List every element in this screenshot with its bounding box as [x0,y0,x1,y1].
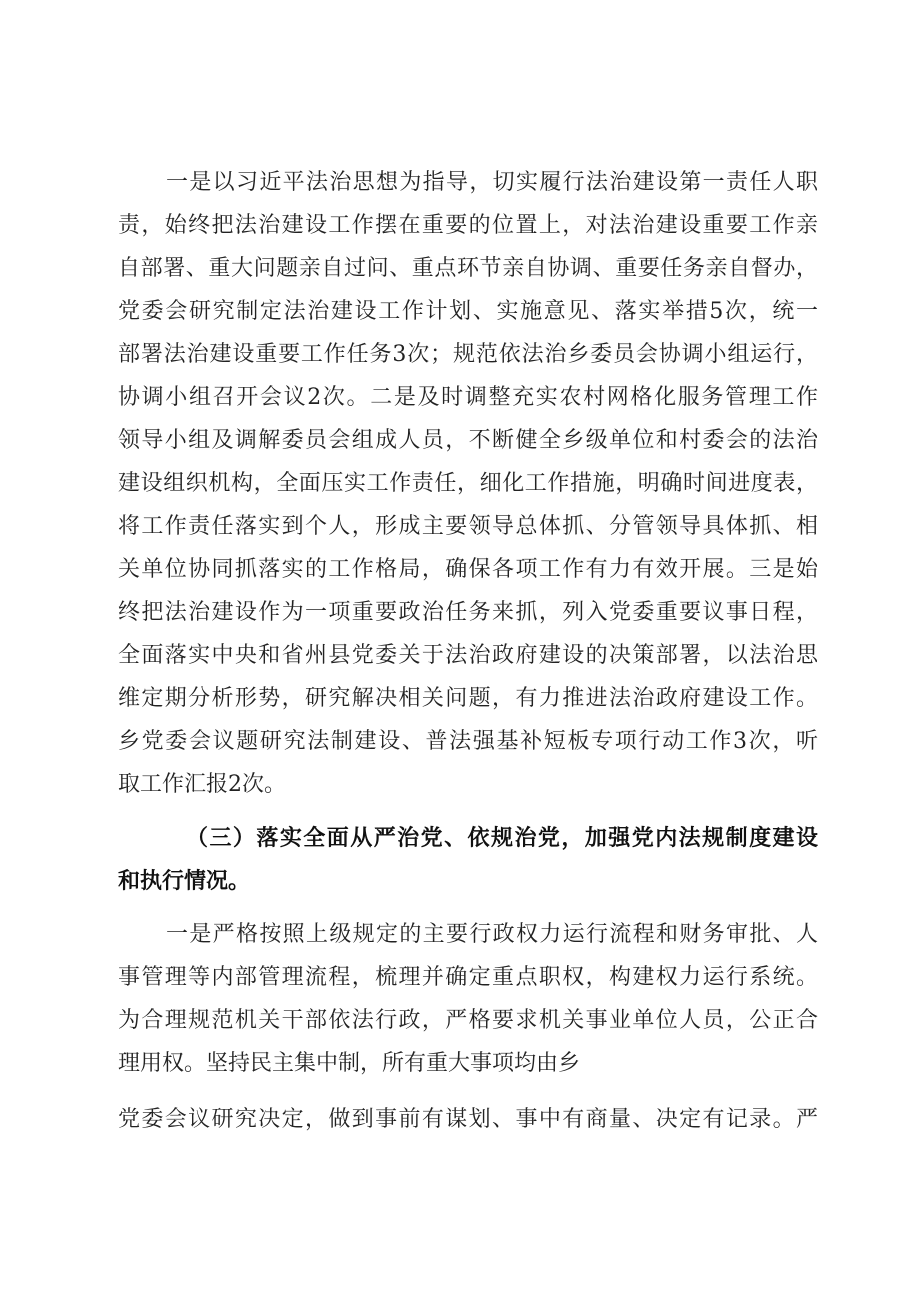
paragraph-1-line: 全面落实中央和省州县党委关于法治政府建设的决策部署，以法治思 [118,643,818,668]
paragraph-1-line: 关单位协同抓落实的工作格局，确保各项工作有力有效开展。三是始 [118,557,818,582]
paragraph-2-line: 党委会议研究决定，做到事前有谋划、事中有商量、决定有记录。严 [118,1107,818,1132]
paragraph-2-line: 为合理规范机关干部依法行政，严格要求机关事业单位人员，公正合 [118,1008,818,1033]
paragraph-1-line: 自部署、重大问题亲自过问、重点环节亲自协调、重要任务亲自督办， [118,256,818,281]
section-heading-line-2: 和执行情况。 [118,868,251,894]
paragraph-2-line: 一是严格按照上级规定的主要行政权力运行流程和财务审批、人 [166,922,818,947]
paragraph-1-line: 乡党委会议题研究法制建设、普法强基补短板专项行动工作3次，听 [118,729,818,754]
paragraph-1-line: 维定期分析形势，研究解决相关问题，有力推进法治政府建设工作。 [118,686,818,711]
paragraph-1-line: 将工作责任落实到个人，形成主要领导总体抓、分管领导具体抓、相 [118,514,818,539]
paragraph-1-line: 一是以习近平法治思想为指导，切实履行法治建设第一责任人职 [166,170,818,195]
paragraph-1-line: 领导小组及调解委员会组成人员，不断健全乡级单位和村委会的法治 [118,428,818,453]
section-heading: （三）落实全面从严治党、依规治党，加强党内法规制度建设 [186,825,818,851]
paragraph-1-line: 协调小组召开会议2次。二是及时调整充实农村网格化服务管理工作 [118,385,818,410]
paragraph-1-line: 党委会研究制定法治建设工作计划、实施意见、落实举措5次，统一 [118,299,818,324]
paragraph-1-line: 终把法治建设作为一项重要政治任务来抓，列入党委重要议事日程， [118,600,818,625]
paragraph-1-line: 部署法治建设重要工作任务3次；规范依法治乡委员会协调小组运行， [118,342,818,367]
paragraph-1-line: 责，始终把法治建设工作摆在重要的位置上，对法治建设重要工作亲 [118,213,818,238]
paragraph-1-last-line: 取工作汇报2次。 [118,772,286,797]
paragraph-2-line: 理用权。坚持民主集中制，所有重大事项均由乡 [118,1051,581,1076]
paragraph-2-line: 事管理等内部管理流程，梳理并确定重点职权，构建权力运行系统。 [118,965,818,990]
paragraph-1-line: 建设组织机构，全面压实工作责任，细化工作措施，明确时间进度表， [118,471,818,496]
